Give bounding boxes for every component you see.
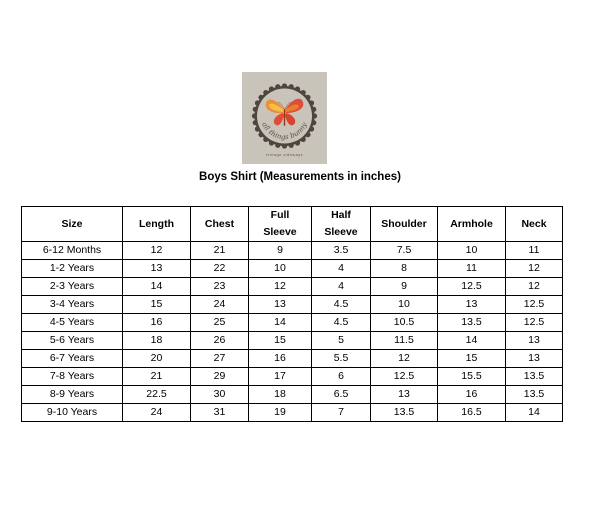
column-header-line: Full [270,209,290,221]
column-header [438,207,506,242]
measurement-cell: 14 [438,332,506,350]
ring-scallop [309,100,314,105]
measurement-cell: 4.5 [312,314,371,332]
brand-logo [242,72,327,164]
measurement-cell: 12.5 [506,296,563,314]
measurement-cell: 22 [191,260,249,278]
ring-scallop [309,126,314,131]
size-cell: 5-6 Years [22,332,123,350]
measurement-cell: 16.5 [438,404,506,422]
measurement-cell: 13.5 [506,368,563,386]
measurement-cell: 12 [249,278,312,296]
size-chart-table [21,206,563,422]
size-cell: 4-5 Years [22,314,123,332]
column-header-line: Size [61,217,83,230]
measurement-cell: 29 [191,368,249,386]
ring-scallop [289,143,294,148]
measurement-cell: 10 [249,260,312,278]
measurement-cell: 21 [123,368,191,386]
measurement-cell: 31 [191,404,249,422]
column-header [22,207,123,242]
measurement-cell: 25 [191,314,249,332]
table-body [22,242,563,422]
measurement-cell: 12.5 [438,278,506,296]
measurement-cell: 12.5 [371,368,438,386]
column-header [191,207,249,242]
column-header-line: Sleeve [324,226,358,238]
column-header-line: Armhole [450,217,493,230]
measurement-cell: 14 [249,314,312,332]
ring-scallop [253,120,258,125]
column-header [249,207,312,242]
measurement-cell: 12.5 [506,314,563,332]
size-cell: 6-12 Months [22,242,123,260]
ring-scallop [275,84,280,89]
table-header-row [22,207,563,242]
column-header-line: Neck [521,217,547,230]
measurement-cell: 12 [506,278,563,296]
ring-scallop [289,84,294,89]
ring-scallop [255,100,260,105]
logo-script-text: all things bunny [260,121,309,142]
column-header [312,207,371,242]
measurement-cell: 6 [312,368,371,386]
measurement-cell: 21 [191,242,249,260]
measurement-cell: 10 [438,242,506,260]
measurement-cell: 12 [506,260,563,278]
page-title: Boys Shirt (Measurements in inches) [199,171,401,183]
measurement-cell: 3.5 [312,242,371,260]
logo-tagline: vintage sideways [266,153,303,157]
table-row [22,242,563,260]
size-cell: 9-10 Years [22,404,123,422]
measurement-cell: 23 [191,278,249,296]
measurement-cell: 11 [506,242,563,260]
ring-scallop [252,113,257,118]
size-cell: 1-2 Years [22,260,123,278]
ring-scallop [255,126,260,131]
column-header-line: Sleeve [263,226,297,238]
measurement-cell: 13 [506,350,563,368]
measurement-cell: 15 [123,296,191,314]
measurement-cell: 30 [191,386,249,404]
measurement-cell: 7.5 [371,242,438,260]
ring-scallop [282,83,287,88]
butterfly-logo-icon [242,72,327,164]
measurement-cell: 13.5 [506,386,563,404]
measurement-cell: 5 [312,332,371,350]
measurement-cell: 27 [191,350,249,368]
measurement-cell: 22.5 [123,386,191,404]
ring-scallop [269,140,274,145]
ring-scallop [253,107,258,112]
column-header-line: Length [139,217,174,230]
table-row [22,332,563,350]
measurement-cell: 6.5 [312,386,371,404]
measurement-cell: 26 [191,332,249,350]
column-header [123,207,191,242]
measurement-cell: 9 [371,278,438,296]
table-row [22,350,563,368]
measurement-cell: 4.5 [312,296,371,314]
measurement-cell: 10 [371,296,438,314]
ring-scallop [282,143,287,148]
measurement-cell: 10.5 [371,314,438,332]
measurement-cell: 13 [506,332,563,350]
size-cell: 6-7 Years [22,350,123,368]
measurement-cell: 8 [371,260,438,278]
table-row [22,296,563,314]
measurement-cell: 13.5 [438,314,506,332]
measurement-cell: 4 [312,278,371,296]
measurement-cell: 16 [249,350,312,368]
table-row [22,404,563,422]
table-row [22,314,563,332]
measurement-cell: 13.5 [371,404,438,422]
measurement-cell: 12 [371,350,438,368]
measurement-cell: 11.5 [371,332,438,350]
measurement-cell: 12 [123,242,191,260]
size-cell: 8-9 Years [22,386,123,404]
measurement-cell: 17 [249,368,312,386]
column-header [371,207,438,242]
measurement-cell: 18 [249,386,312,404]
measurement-cell: 24 [191,296,249,314]
measurement-cell: 15.5 [438,368,506,386]
ring-scallop [295,140,300,145]
size-cell: 7-8 Years [22,368,123,386]
ring-scallop [312,113,317,118]
ring-scallop [295,86,300,91]
table-row [22,260,563,278]
measurement-cell: 18 [123,332,191,350]
size-cell: 2-3 Years [22,278,123,296]
ring-scallop [311,107,316,112]
measurement-cell: 14 [506,404,563,422]
measurement-cell: 13 [438,296,506,314]
ring-scallop [269,86,274,91]
column-header-line: Chest [204,217,235,230]
measurement-cell: 7 [312,404,371,422]
column-header [506,207,563,242]
measurement-cell: 15 [249,332,312,350]
measurement-cell: 14 [123,278,191,296]
measurement-cell: 24 [123,404,191,422]
measurement-cell: 16 [123,314,191,332]
measurement-cell: 16 [438,386,506,404]
measurement-cell: 13 [123,260,191,278]
measurement-cell: 9 [249,242,312,260]
ring-scallop [275,143,280,148]
column-header-line: Shoulder [381,217,427,230]
column-header-line: Half [331,209,351,221]
table-row [22,386,563,404]
table-row [22,278,563,296]
size-cell: 3-4 Years [22,296,123,314]
measurement-cell: 11 [438,260,506,278]
measurement-cell: 20 [123,350,191,368]
measurement-cell: 4 [312,260,371,278]
measurement-cell: 5.5 [312,350,371,368]
measurement-cell: 13 [249,296,312,314]
table-row [22,368,563,386]
measurement-cell: 19 [249,404,312,422]
measurement-cell: 13 [371,386,438,404]
ring-scallop [311,120,316,125]
measurement-cell: 15 [438,350,506,368]
